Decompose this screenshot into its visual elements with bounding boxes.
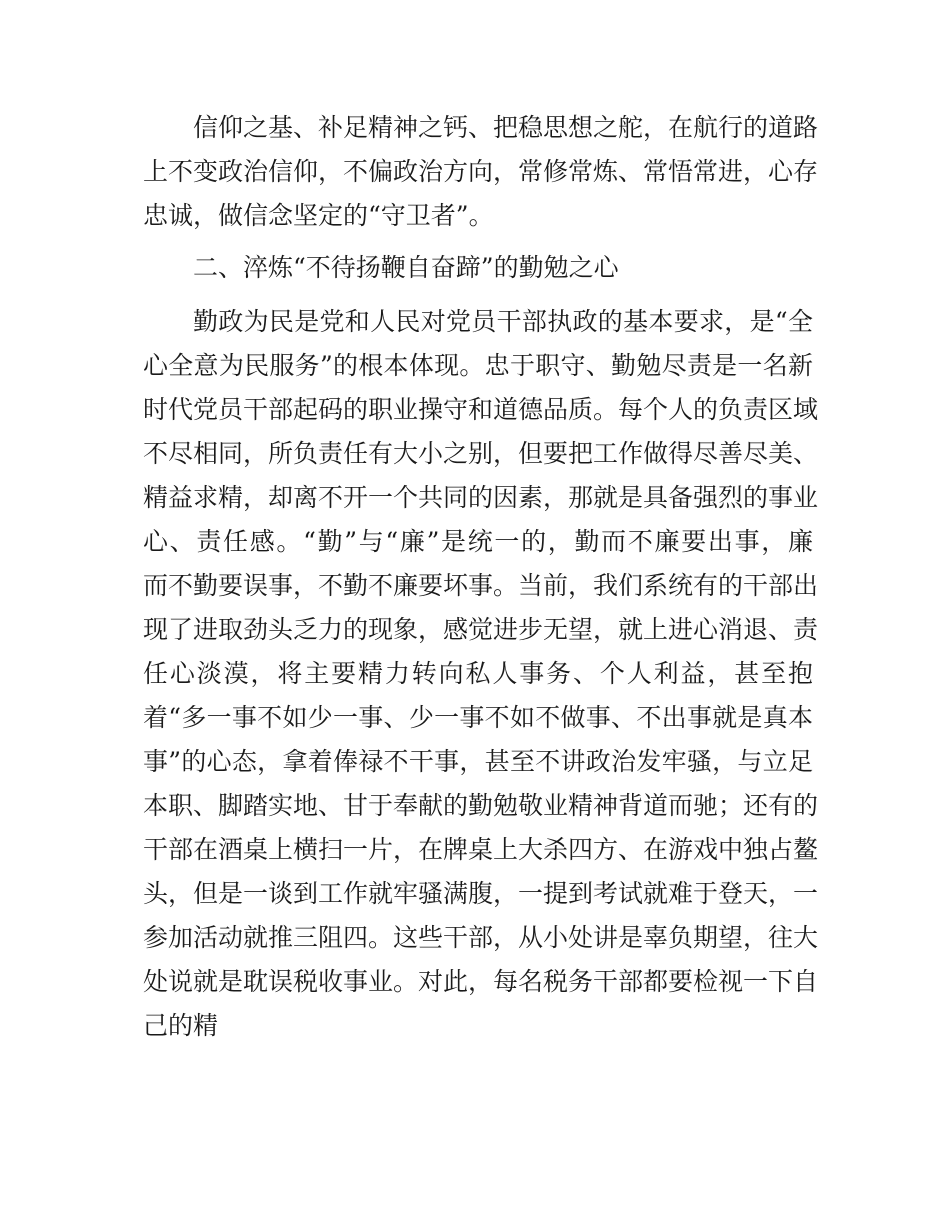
paragraph-2-line-3: 时代党员干部起码的职业操守和道德品质。每个人的负责区域 [143, 395, 819, 424]
paragraph-2-line-9: 任心淡漠，将主要精力转向私人事务、个人利益，甚至抱 [143, 659, 813, 688]
paragraph-2-line-2: 心全意为民服务”的根本体现。忠于职守、勤勉尽责是一名新 [143, 351, 813, 380]
paragraph-2-line-14: 头，但是一谈到工作就牢骚满腹，一提到考试就难于登天，一 [143, 879, 819, 908]
section-heading: 二、淬炼“不待扬鞭自奋蹄”的勤勉之心 [193, 253, 619, 282]
paragraph-2-line-16: 处说就是耽误税收事业。对此，每名税务干部都要检视一下自 [143, 967, 819, 996]
paragraph-2-line-13: 干部在酒桌上横扫一片，在牌桌上大杀四方、在游戏中独占鳌 [143, 835, 819, 864]
paragraph-2-line-6: 心、责任感。“勤”与“廉”是统一的，勤而不廉要出事，廉 [143, 527, 813, 556]
paragraph-2-line-15: 参加活动就推三阻四。这些干部，从小处讲是辜负期望，往大 [143, 923, 819, 952]
paragraph-2-line-7: 而不勤要误事，不勤不廉要坏事。当前，我们系统有的干部出 [143, 571, 819, 600]
paragraph-2-line-17: 己的精 [143, 1011, 219, 1040]
paragraph-1-line-1: 信仰之基、补足精神之钙、把稳思想之舵，在航行的道路 [193, 113, 819, 142]
paragraph-1-line-2: 上不变政治信仰，不偏政治方向，常修常炼、常悟常进，心存 [143, 157, 819, 186]
paragraph-2-line-5: 精益求精，却离不开一个共同的因素，那就是具备强烈的事业 [143, 483, 819, 512]
paragraph-2-line-4: 不尽相同，所负责任有大小之别，但要把工作做得尽善尽美、 [143, 439, 819, 468]
paragraph-2-line-1: 勤政为民是党和人民对党员干部执政的基本要求，是“全 [193, 307, 813, 336]
paragraph-1-line-3: 忠诚，做信念坚定的“守卫者”。 [143, 201, 494, 230]
paragraph-2-line-12: 本职、脚踏实地、甘于奉献的勤勉敬业精神背道而驰；还有的 [143, 791, 819, 820]
paragraph-2-line-11: 事”的心态，拿着俸禄不干事，甚至不讲政治发牢骚，与立足 [143, 747, 813, 776]
paragraph-2-line-10: 着“多一事不如少一事、少一事不如不做事、不出事就是真本 [143, 703, 813, 732]
paragraph-2-line-8: 现了进取劲头乏力的现象，感觉进步无望，就上进心消退、责 [143, 615, 819, 644]
